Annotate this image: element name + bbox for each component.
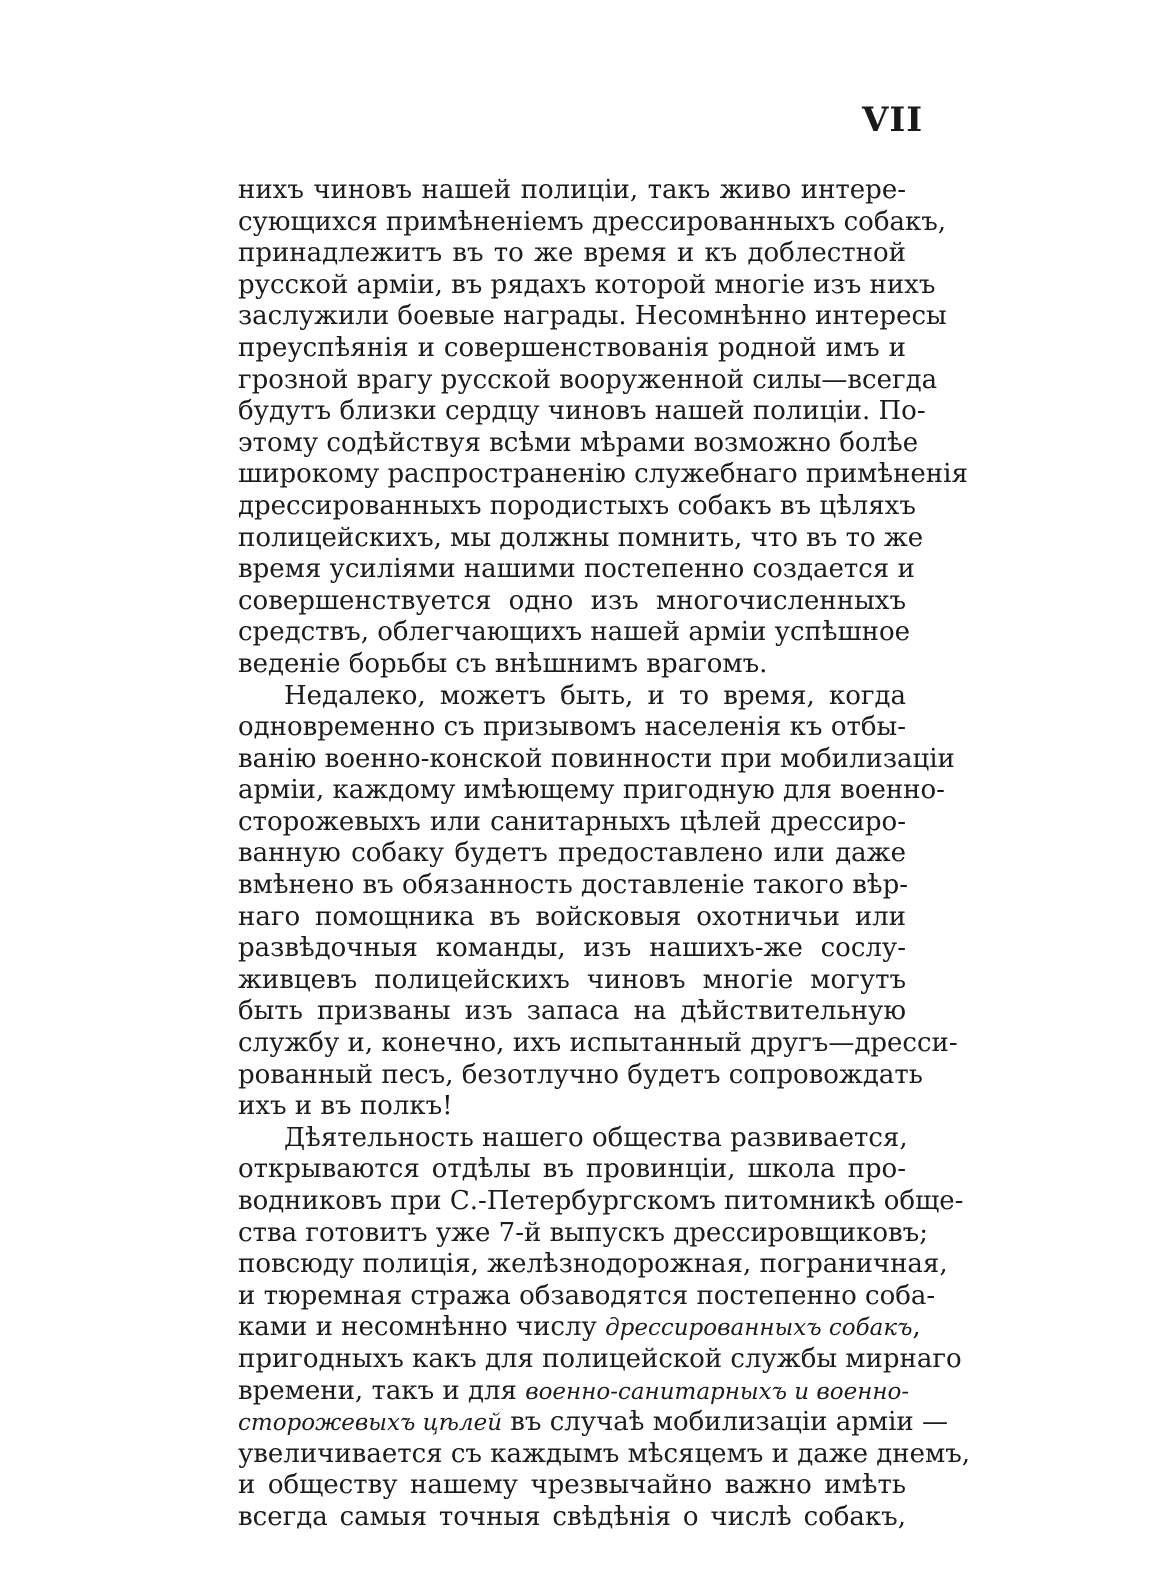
text-line: арміи, каждому имѣющему пригодную для военно-: [238, 775, 945, 806]
text-line: ванную собаку будетъ предоставлено или даже: [238, 838, 906, 869]
text-line: сующихся примѣненіемъ дрессированныхъ собакъ,: [238, 206, 947, 237]
text-line: грозной врагу русской вооруженной силы—всегда: [238, 364, 938, 395]
text-line: сторожевыхъ или санитарныхъ цѣлей дрессиро-: [238, 806, 906, 837]
text-line: живцевъ полицейскихъ чиновъ многіе могутъ: [238, 964, 906, 995]
italic-segment: дрессированныхъ собакъ: [605, 1315, 913, 1342]
text-segment: ,: [912, 1312, 921, 1343]
text-line: службу и, конечно, ихъ испытанный другъ—дресси-: [238, 1028, 958, 1059]
body-text: [238, 175, 971, 1534]
paragraph-end-line: веденіе борьбы съ внѣшнимъ врагомъ.: [238, 648, 768, 679]
text-line: широкому распространенію служебнаго примѣненія: [238, 459, 968, 490]
text-line: повсюду полиція, желѣзнодорожная, пограничная,: [238, 1249, 948, 1280]
text-line: русской арміи, въ рядахъ которой многіе изъ нихъ: [238, 269, 936, 300]
text-line: и тюремная стража обзаводятся постепенно соба-: [238, 1280, 936, 1311]
text-line: дрессированныхъ породистыхъ собакъ въ цѣляхъ: [238, 490, 916, 521]
italic-segment: военно-санитарныхъ и военно-: [525, 1378, 910, 1405]
text-segment: въ случаѣ мобилизаціи арміи —: [502, 1407, 949, 1438]
text-line: пригодныхъ какъ для полицейской службы мирнаго: [238, 1343, 962, 1374]
text-line-mixed: [238, 1407, 949, 1439]
text-line: увеличивается съ каждымъ мѣсяцемъ и даже днемъ,: [238, 1438, 971, 1469]
text-line: принадлежитъ въ то же время и къ доблестной: [238, 238, 906, 269]
text-line: преуспѣянія и совершенствованія родной имъ и: [238, 332, 906, 363]
text-line: быть призваны изъ запаса на дѣйствительную: [238, 996, 906, 1027]
text-line-mixed: [238, 1312, 921, 1344]
italic-segment: сторожевыхъ цѣлей: [238, 1410, 503, 1437]
text-line: вмѣнено въ обязанность доставленіе такого вѣр-: [238, 870, 909, 901]
text-line: всегда самыя точныя свѣдѣнія о числѣ собакъ,: [238, 1501, 906, 1532]
text-line: рованный песъ, безотлучно будетъ сопровождать: [238, 1059, 923, 1090]
paragraph-end-line: ихъ и въ полкъ!: [238, 1091, 453, 1122]
text-line: ванію военно-конской повинности при мобилизаціи: [238, 743, 955, 774]
text-line-mixed: [238, 1375, 910, 1408]
paragraph-start-line: Недалеко, можетъ быть, и то время, когда: [284, 680, 906, 711]
text-line: этому содѣйствуя всѣми мѣрами возможно болѣе: [238, 427, 919, 458]
text-line: заслужили боевые награды. Несомнѣнно интересы: [238, 301, 947, 332]
text-line: наго помощника въ войсковыя охотничьи или: [238, 901, 906, 932]
text-line: будутъ близки сердцу чиновъ нашей полиціи. По-: [238, 396, 926, 427]
text-line: и обществу нашему чрезвычайно важно имѣть: [238, 1470, 906, 1501]
text-line: нихъ чиновъ нашей полиціи, такъ живо интере-: [238, 175, 906, 205]
text-line: полицейскихъ, мы должны помнить, что въ то же: [238, 522, 924, 553]
text-segment: ками и несомнѣнно числу: [238, 1312, 606, 1343]
text-line: совершенствуется одно изъ многочисленныхъ: [238, 585, 906, 616]
text-line: открываются отдѣлы въ провинціи, школа про-: [238, 1154, 906, 1185]
text-line: ства готовитъ уже 7-й выпускъ дрессировщиковъ;: [238, 1217, 928, 1248]
text-line: одновременно съ призывомъ населенія къ отбы-: [238, 712, 906, 743]
text-line: средствъ, облегчающихъ нашей арміи успѣшное: [238, 617, 911, 648]
text-line: время усиліями нашими постепенно создается и: [238, 554, 915, 585]
paragraph-start-line: Дѣятельность нашего общества развивается,: [284, 1122, 908, 1153]
text-segment: времени, такъ и для: [238, 1375, 526, 1406]
text-line: развѣдочныя команды, изъ нашихъ-же сослу-: [238, 933, 906, 964]
page-number: VII: [862, 100, 924, 140]
text-line: водниковъ при С.-Петербургскомъ питомникѣ обще-: [238, 1186, 964, 1216]
